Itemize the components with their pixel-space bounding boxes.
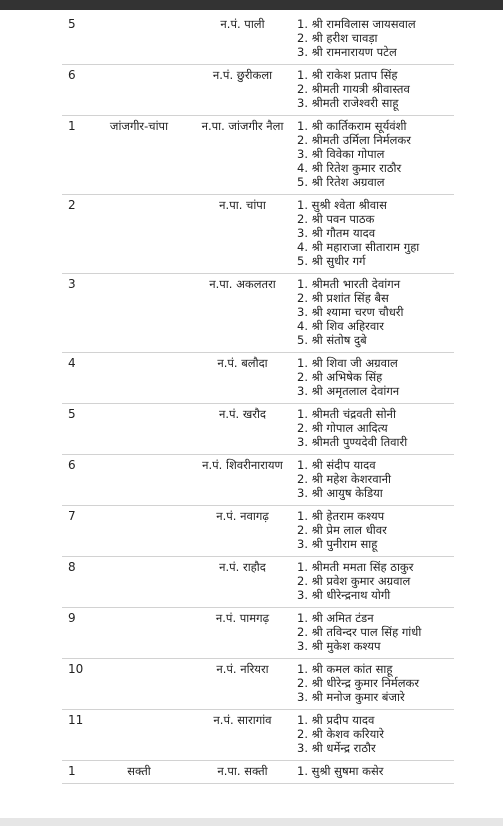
member-list: [295, 761, 454, 784]
municipal-body-name: न.पं. सारागांव: [188, 710, 295, 761]
member-list: [295, 274, 454, 353]
member-list: [295, 404, 454, 455]
district-name: [88, 608, 188, 659]
table-body: [62, 14, 454, 784]
member-name: 2. श्री केशव करियारे: [297, 727, 384, 741]
member-name: 2. श्री प्रेम लाल धीवर: [297, 523, 387, 537]
member-list: [295, 455, 454, 506]
member-list: [295, 710, 454, 761]
bottom-scroll-area: [0, 818, 503, 826]
member-list: [295, 14, 454, 65]
member-list: [295, 195, 454, 274]
district-name: [88, 353, 188, 404]
row-number: 7: [62, 506, 88, 557]
municipal-body-name: न.पा. जांजगीर नैला: [188, 116, 295, 195]
member-list: [295, 116, 454, 195]
table-row: [62, 116, 454, 195]
member-list: [295, 608, 454, 659]
top-bar: [0, 0, 503, 10]
table-row: [62, 274, 454, 353]
district-name: [88, 557, 188, 608]
member-name: 1. श्री कार्तिकराम सूर्यवंशी: [297, 119, 407, 133]
municipal-body-name: न.पं. बलौदा: [188, 353, 295, 404]
member-name: 4. श्री शिव अहिरवार: [297, 319, 384, 333]
row-number: 10: [62, 659, 88, 710]
member-name: 1. सुश्री सुषमा कसेर: [297, 764, 384, 778]
member-list: [295, 65, 454, 116]
member-list: [295, 557, 454, 608]
district-name: सक्ती: [88, 761, 188, 784]
table-row: [62, 195, 454, 274]
district-name: [88, 710, 188, 761]
member-name: 2. श्री गोपाल आदित्य: [297, 421, 388, 435]
district-name: [88, 455, 188, 506]
district-name: [88, 404, 188, 455]
municipal-body-name: न.पा. चांपा: [188, 195, 295, 274]
table-row: [62, 761, 454, 784]
member-name: 3. श्री रामनारायण पटेल: [297, 45, 397, 59]
member-name: 5. श्री रितेश अग्रवाल: [297, 175, 385, 189]
member-name: 1. श्री संदीप यादव: [297, 458, 376, 472]
municipal-body-name: न.पं. खरौद: [188, 404, 295, 455]
municipal-body-name: न.पा. अकलतरा: [188, 274, 295, 353]
row-number: 5: [62, 14, 88, 65]
member-name: 3. श्री पुनीराम साहू: [297, 537, 378, 551]
member-name: 2. श्रीमती गायत्री श्रीवास्तव: [297, 82, 410, 96]
member-name: 2. श्री धीरेन्द्र कुमार निर्मलकर: [297, 676, 420, 690]
member-name: 1. श्री अमित टंडन: [297, 611, 374, 625]
municipal-body-name: न.पं. पामगढ़: [188, 608, 295, 659]
member-name: 3. श्री मुकेश कश्यप: [297, 639, 381, 653]
member-name: 2. श्री हरीश चावड़ा: [297, 31, 378, 45]
district-name: [88, 506, 188, 557]
member-name: 2. श्री महेश केशरवानी: [297, 472, 391, 486]
member-name: 3. श्रीमती राजेश्वरी साहू: [297, 96, 399, 110]
row-number: 6: [62, 65, 88, 116]
row-number: 11: [62, 710, 88, 761]
row-number: 5: [62, 404, 88, 455]
table-row: [62, 608, 454, 659]
table-row: [62, 65, 454, 116]
row-number: 4: [62, 353, 88, 404]
member-name: 3. श्री अमृतलाल देवांगन: [297, 384, 400, 398]
member-name: 2. श्री अभिषेक सिंह: [297, 370, 383, 384]
appointments-table: [62, 14, 454, 784]
member-list: [295, 506, 454, 557]
member-list: [295, 353, 454, 404]
member-name: 1. श्री प्रदीप यादव: [297, 713, 375, 727]
member-name: 2. श्री तविन्दर पाल सिंह गांधी: [297, 625, 422, 639]
member-name: 1. श्रीमती चंद्रवती सोनी: [297, 407, 396, 421]
row-number: 8: [62, 557, 88, 608]
member-name: 3. श्री धीरेन्द्रनाथ योगी: [297, 588, 391, 602]
member-name: 4. श्री रितेश कुमार राठौर: [297, 161, 402, 175]
member-name: 1. श्रीमती ममता सिंह ठाकुर: [297, 560, 414, 574]
table-row: [62, 404, 454, 455]
municipal-body-name: न.पं. राहौद: [188, 557, 295, 608]
member-name: 1. सुश्री श्वेता श्रीवास: [297, 198, 387, 212]
district-name: [88, 195, 188, 274]
member-name: 2. श्री पवन पाठक: [297, 212, 375, 226]
member-name: 4. श्री महाराजा सीताराम गुहा: [297, 240, 420, 254]
table-row: [62, 14, 454, 65]
district-name: [88, 65, 188, 116]
member-name: 3. श्री मनोज कुमार बंजारे: [297, 690, 405, 704]
member-name: 3. श्री आयुष केडिया: [297, 486, 383, 500]
table-row: [62, 353, 454, 404]
table-row: [62, 506, 454, 557]
district-name: [88, 14, 188, 65]
municipal-body-name: न.पं. शिवरीनारायण: [188, 455, 295, 506]
table-row: [62, 455, 454, 506]
member-name: 2. श्री प्रवेश कुमार अग्रवाल: [297, 574, 411, 588]
row-number: 9: [62, 608, 88, 659]
member-name: 1. श्री हेतराम कश्यप: [297, 509, 385, 523]
municipal-body-name: न.पं. छुरीकला: [188, 65, 295, 116]
municipal-body-name: न.पा. सक्ती: [188, 761, 295, 784]
member-name: 5. श्री सुधीर गर्ग: [297, 254, 366, 268]
municipal-body-name: न.पं. पाली: [188, 14, 295, 65]
document-body: [62, 14, 454, 784]
municipal-body-name: न.पं. नरियरा: [188, 659, 295, 710]
district-name: [88, 659, 188, 710]
member-name: 5. श्री संतोष दुबे: [297, 333, 367, 347]
member-list: [295, 659, 454, 710]
member-name: 1. श्री राकेश प्रताप सिंह: [297, 68, 398, 82]
row-number: 6: [62, 455, 88, 506]
member-name: 2. श्रीमती उर्मिला निर्मलकर: [297, 133, 411, 147]
row-number: 2: [62, 195, 88, 274]
district-name: [88, 274, 188, 353]
member-name: 3. श्री गौतम यादव: [297, 226, 376, 240]
row-number: 1: [62, 761, 88, 784]
member-name: 3. श्री धर्मेन्द्र राठौर: [297, 741, 376, 755]
municipal-body-name: न.पं. नवागढ़: [188, 506, 295, 557]
district-name: जांजगीर-चांपा: [88, 116, 188, 195]
table-row: [62, 659, 454, 710]
table-row: [62, 710, 454, 761]
member-name: 3. श्री श्यामा चरण चौधरी: [297, 305, 404, 319]
member-name: 1. श्रीमती भारती देवांगन: [297, 277, 401, 291]
member-name: 3. श्रीमती पुण्यदेवी तिवारी: [297, 435, 408, 449]
member-name: 1. श्री रामविलास जायसवाल: [297, 17, 416, 31]
row-number: 1: [62, 116, 88, 195]
member-name: 1. श्री कमल कांत साहू: [297, 662, 393, 676]
member-name: 3. श्री विवेका गोपाल: [297, 147, 385, 161]
row-number: 3: [62, 274, 88, 353]
table-row: [62, 557, 454, 608]
member-name: 1. श्री शिवा जी अग्रवाल: [297, 356, 398, 370]
member-name: 2. श्री प्रशांत सिंह बैस: [297, 291, 389, 305]
